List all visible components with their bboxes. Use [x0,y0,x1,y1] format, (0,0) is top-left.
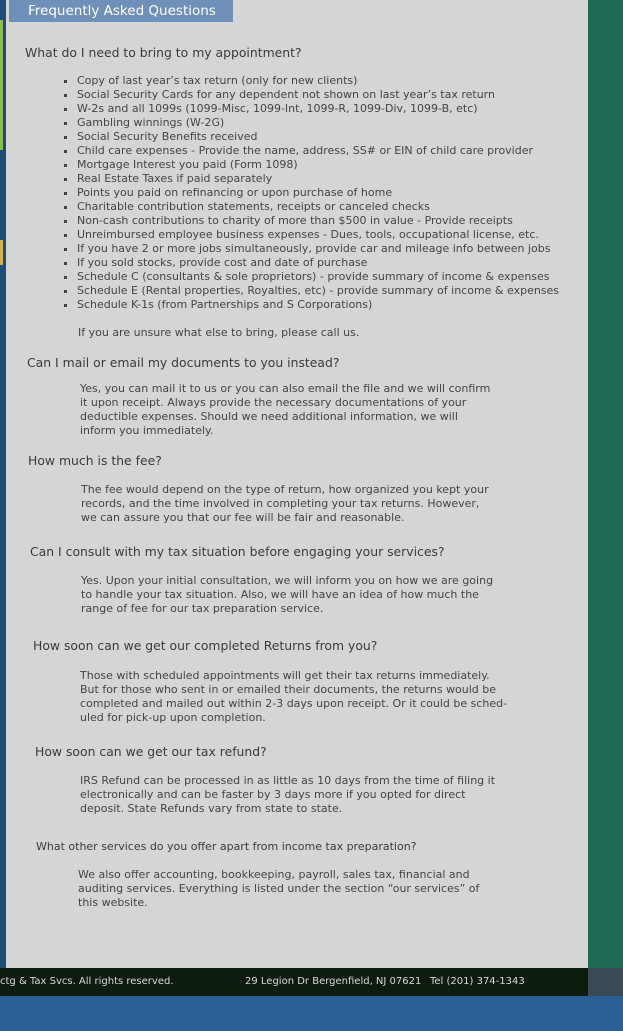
footer-address: 29 Legion Dr Bergenfield, NJ 07621 [245,976,422,987]
answer-line: uled for pick-up upon completion. [80,711,266,724]
answer-line: Yes. Upon your initial consultation, we will inform you on how we are going [81,574,494,587]
documents-checklist [60,74,559,312]
faq-question-services: What other services do you offer apart from income tax preparation? [36,840,417,853]
answer-line: inform you immediately. [80,424,214,437]
faq-answer-mail [80,382,490,438]
faq-answer-fee [81,483,489,525]
answer-line: range of fee for our tax preparation service. [81,602,324,615]
checklist-item: ▪ If you have 2 or more jobs simultaneously, provide car and mileage info between jobs [77,242,559,256]
faq-question-refund: How soon can we get our tax refund? [35,744,267,759]
answer-line: auditing services. Everything is listed under the section “our services” of [78,882,480,895]
site-footer [0,968,588,996]
answer-line: we can assure you that our fee will be fair and reasonable. [81,511,405,524]
faq-question-returns: How soon can we get our completed Returns from you? [33,638,378,653]
faq-answer-services [78,868,479,910]
checklist-item: ▪ Child care expenses - Provide the name, address, SS# or EIN of child care provider [77,144,559,158]
answer-line: electronically and can be faster by 3 days more if you opted for direct [80,788,466,801]
faq-answer-consult [81,574,493,616]
faq-title-bar: Frequently Asked Questions [9,0,233,22]
checklist-item: ▪ Social Security Cards for any dependent not shown on last year’s tax return [77,88,559,102]
answer-line: completed and mailed out within 2-3 days upon receipt. Or it could be sched- [80,697,508,710]
answer-line: Yes, you can mail it to us or you can also email the file and we will confirm [80,382,491,395]
checklist-item: ▪ If you sold stocks, provide cost and date of purchase [77,256,559,270]
checklist-item: ▪ Schedule K-1s (from Partnerships and S Corporations) [77,298,559,312]
answer-line: We also offer accounting, bookkeeping, payroll, sales tax, financial and [78,868,470,881]
faq-question-mail: Can I mail or email my documents to you instead? [27,355,340,370]
footer-right-block [588,968,623,996]
answer-line: Those with scheduled appointments will get their tax returns immediately. [80,669,490,682]
right-accent-strip [588,0,623,968]
unsure-note: If you are unsure what else to bring, please call us. [78,326,360,339]
answer-line: records, and the time involved in completing your tax returns. However, [81,497,480,510]
answer-line: The fee would depend on the type of return, how organized you kept your [81,483,489,496]
checklist-item: ▪ Social Security Benefits received [77,130,559,144]
checklist-item: ▪ Charitable contribution statements, receipts or canceled checks [77,200,559,214]
footer-phone: Tel (201) 374-1343 [430,976,525,987]
answer-line: IRS Refund can be processed in as little as 10 days from the time of filing it [80,774,496,787]
checklist-item: ▪ Non-cash contributions to charity of more than $500 in value - Provide receipts [77,214,559,228]
faq-question-consult: Can I consult with my tax situation before engaging your services? [30,544,445,559]
checklist-item: ▪ Schedule E (Rental properties, Royalties, etc) - provide summary of income & expenses [77,284,559,298]
checklist-item: ▪ Gambling winnings (W-2G) [77,116,559,130]
answer-line: it upon receipt. Always provide the necessary documentations of your [80,396,467,409]
faq-question-fee: How much is the fee? [28,453,162,468]
checklist-item: ▪ Unreimbursed employee business expenses - Dues, tools, occupational license, etc. [77,228,559,242]
answer-line: deposit. State Refunds vary from state to state. [80,802,343,815]
faq-answer-refund [80,774,495,816]
answer-line: deductible expenses. Should we need additional information, we will [80,410,458,423]
checklist-item: ▪ Real Estate Taxes if paid separately [77,172,559,186]
answer-line: to handle your tax situation. Also, we will have an idea of how much the [81,588,479,601]
answer-line: But for those who sent in or emailed their documents, the returns would be [80,683,497,696]
checklist-item: ▪ Copy of last year’s tax return (only for new clients) [77,74,559,88]
faq-question-bring: What do I need to bring to my appointment? [25,45,302,60]
bottom-band [0,996,623,1031]
faq-answer-returns [80,669,507,725]
checklist-item: ▪ Points you paid on refinancing or upon purchase of home [77,186,559,200]
checklist-item: ▪ W-2s and all 1099s (1099-Misc, 1099-Int, 1099-R, 1099-Div, 1099-B, etc) [77,102,559,116]
footer-copyright: ctg & Tax Svcs. All rights reserved. [0,976,174,987]
checklist-item: ▪ Mortgage Interest you paid (Form 1098) [77,158,559,172]
answer-line: this website. [78,896,148,909]
checklist-item: ▪ Schedule C (consultants & sole proprietors) - provide summary of income & expenses [77,270,559,284]
